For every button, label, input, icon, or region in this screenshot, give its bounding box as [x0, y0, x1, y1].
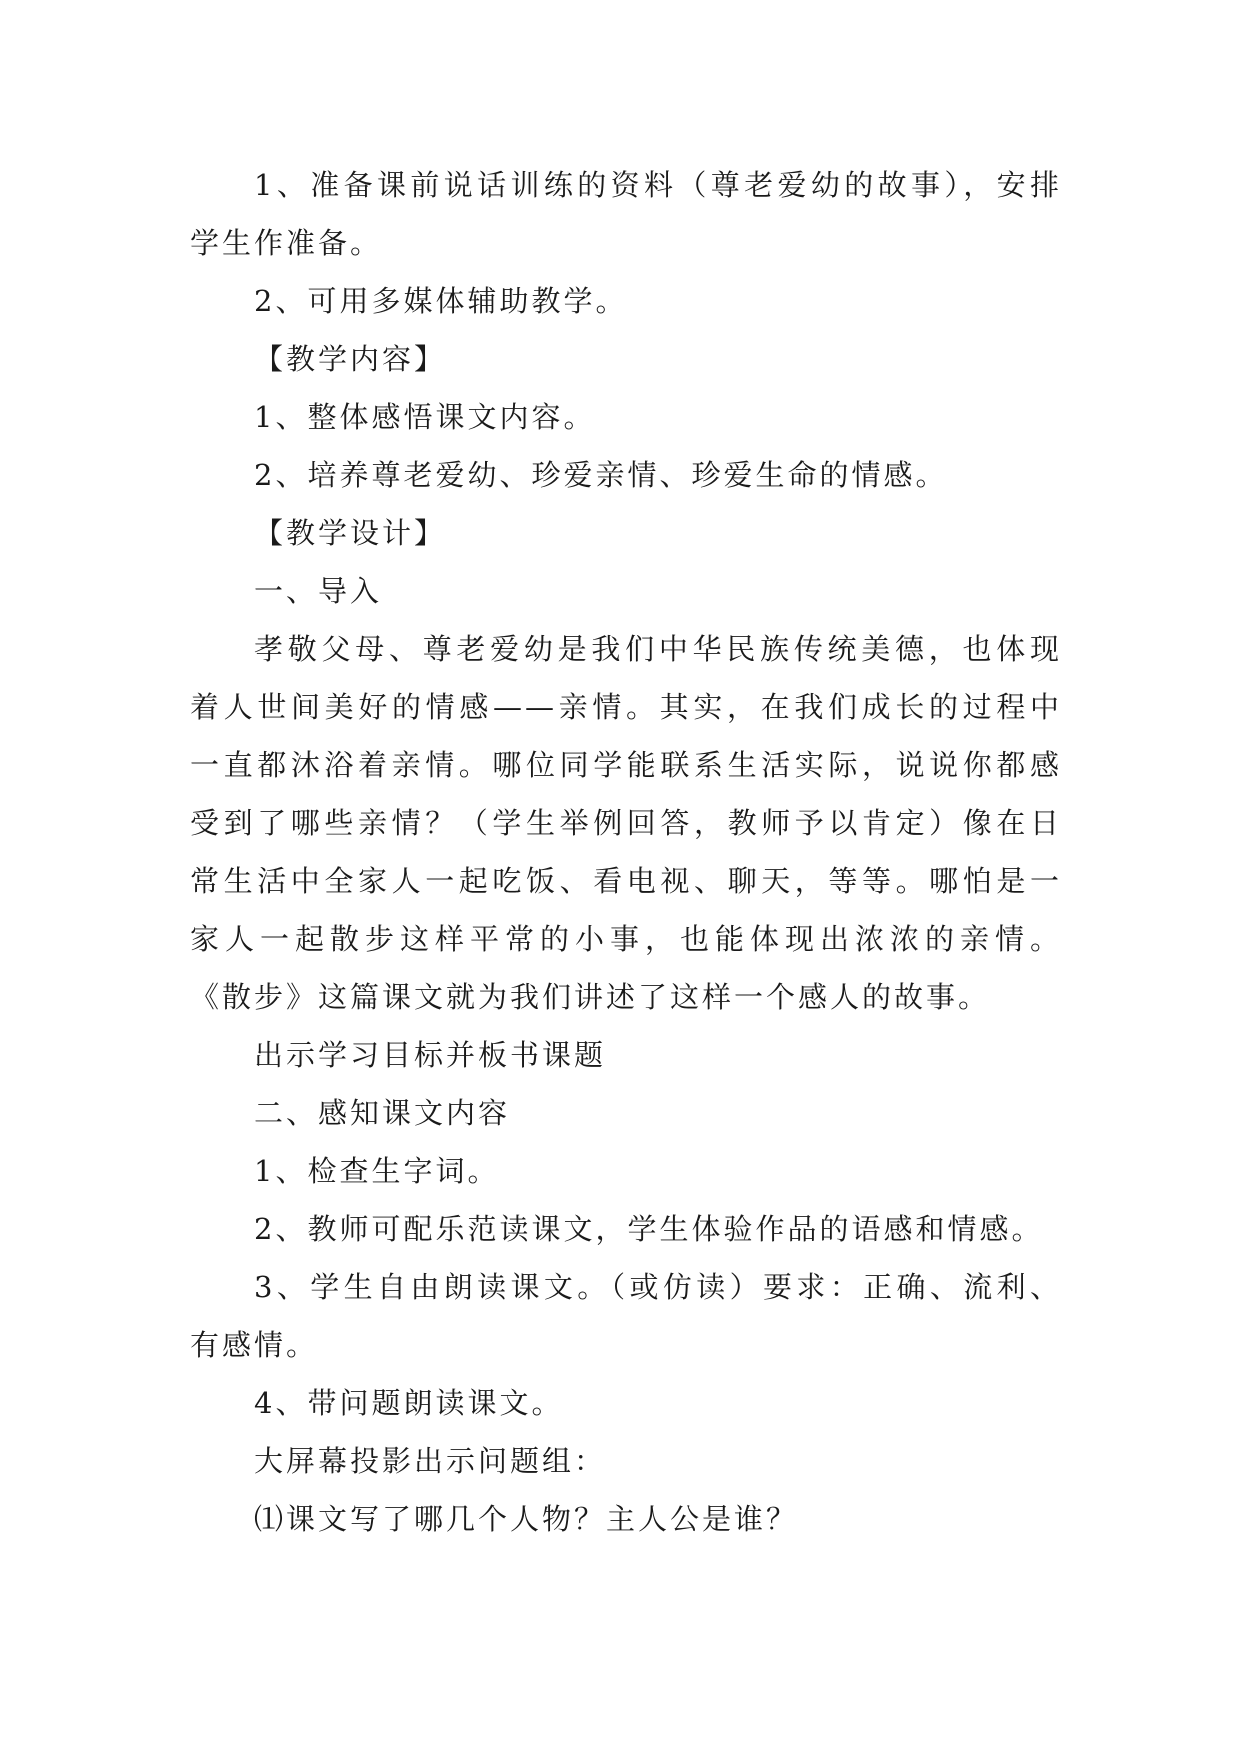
document-line: 有感情。 — [190, 1328, 319, 1362]
document-body — [190, 156, 1062, 1548]
document-line: 2、教师可配乐范读课文，学生体验作品的语感和情感。 — [254, 1212, 1044, 1246]
document-line: 二、感知课文内容 — [254, 1096, 511, 1130]
document-line: 学生作准备。 — [190, 226, 383, 260]
document-line: 《散步》这篇课文就为我们讲述了这样一个感人的故事。 — [190, 980, 991, 1014]
document-line: 2、培养尊老爱幼、珍爱亲情、珍爱生命的情感。 — [254, 458, 948, 492]
document-line: 着人世间美好的情感——亲情。其实，在我们成长的过程中 — [190, 690, 1062, 724]
document-line: 1、整体感悟课文内容。 — [254, 400, 596, 434]
document-line: 1、准备课前说话训练的资料（尊老爱幼的故事），安排 — [254, 168, 1062, 202]
document-line: 家人一起散步这样平常的小事，也能体现出浓浓的亲情。 — [190, 922, 1062, 956]
document-line: 2、可用多媒体辅助教学。 — [254, 284, 628, 318]
document-line: 常生活中全家人一起吃饭、看电视、聊天，等等。哪怕是一 — [190, 864, 1062, 898]
document-line: 受到了哪些亲情？（学生举例回答，教师予以肯定）像在日 — [190, 806, 1062, 840]
document-line: 【教学设计】 — [254, 516, 447, 550]
document-line: 大屏幕投影出示问题组： — [254, 1444, 607, 1478]
document-line: 3、学生自由朗读课文。（或仿读）要求：正确、流利、 — [254, 1270, 1062, 1304]
document-line: 孝敬父母、尊老爱幼是我们中华民族传统美德，也体现 — [254, 632, 1062, 666]
document-line: 4、带问题朗读课文。 — [254, 1386, 564, 1420]
document-line: 出示学习目标并板书课题 — [254, 1038, 607, 1072]
document-line: 一直都沐浴着亲情。哪位同学能联系生活实际，说说你都感 — [190, 748, 1062, 782]
document-line: 1、检查生字词。 — [254, 1154, 500, 1188]
document-line: ⑴课文写了哪几个人物？主人公是谁？ — [254, 1502, 799, 1536]
document-line: 一、导入 — [254, 574, 383, 608]
document-line: 【教学内容】 — [254, 342, 447, 376]
